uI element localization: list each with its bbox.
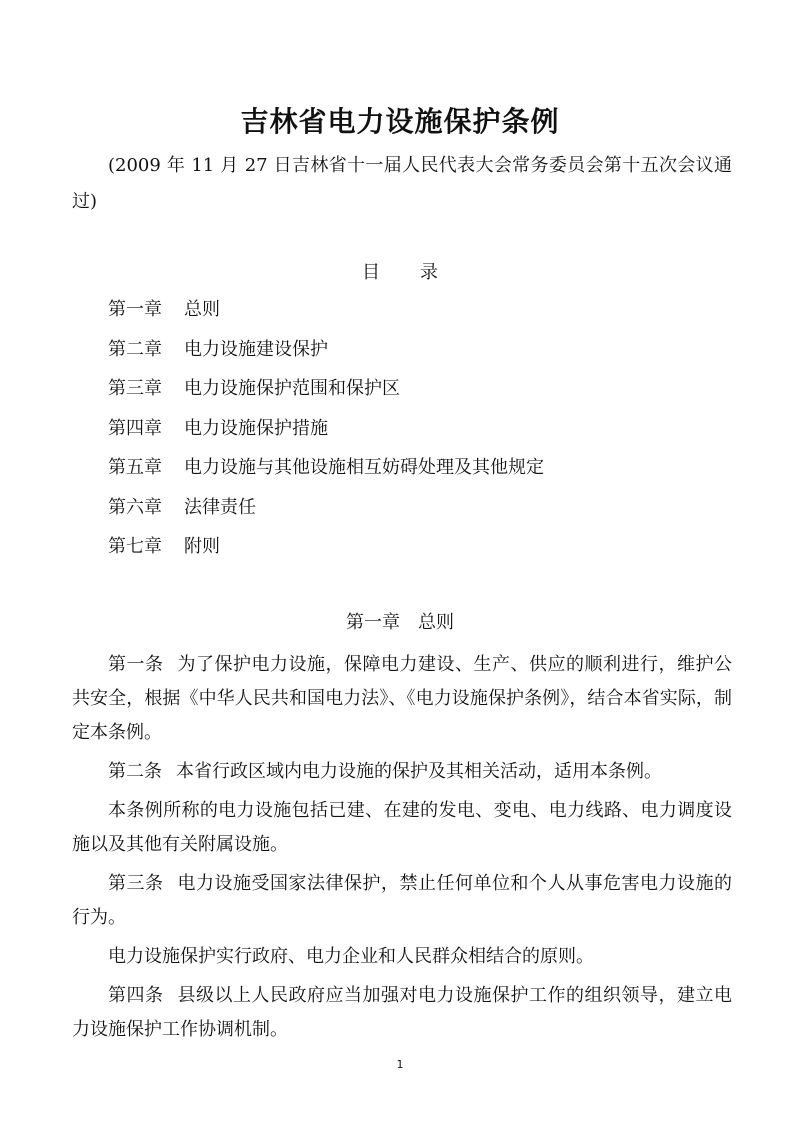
chapter-body xyxy=(72,648,732,1052)
toc-item xyxy=(108,494,544,534)
paragraph-text: 本条例所称的电力设施包括已建、在建的发电、变电、电力线路、电力调度设施以及其他有关附属设施。 xyxy=(72,800,732,855)
toc-item xyxy=(108,375,544,415)
chapter-number: 第一章 xyxy=(346,612,400,633)
article-text: 县级以上人民政府应当加强对电力设施保护工作的组织领导，建立电力设施保护工作协调机制。 xyxy=(72,985,732,1040)
toc-item xyxy=(108,533,544,573)
toc-item-number: 第四章 xyxy=(108,417,162,439)
paragraph xyxy=(72,794,732,862)
toc-heading-right: 录 xyxy=(420,262,438,283)
article-number: 第二条 xyxy=(108,761,162,782)
toc-item-title: 电力设施与其他设施相互妨碍处理及其他规定 xyxy=(184,457,544,478)
paragraph xyxy=(72,940,732,974)
toc-item xyxy=(108,454,544,494)
toc-item-number: 第七章 xyxy=(108,536,162,557)
toc-item xyxy=(108,336,544,376)
toc-item-title: 总则 xyxy=(184,299,220,320)
toc-item-title: 电力设施保护范围和保护区 xyxy=(184,378,400,399)
toc-heading xyxy=(0,258,800,284)
article-text: 为了保护电力设施，保障电力建设、生产、供应的顺利进行，维护公共安全，根据《中华人民共和国电力法》、《电力设施保护条例》，结合本省实际，制定本条例。 xyxy=(72,654,732,743)
chapter-heading xyxy=(0,608,800,634)
article-number: 第四条 xyxy=(108,985,164,1006)
paragraph-text: 电力设施保护实行政府、电力企业和人民群众相结合的原则。 xyxy=(108,946,594,967)
article-text: 电力设施受国家法律保护，禁止任何单位和个人从事危害电力设施的行为。 xyxy=(72,873,732,928)
article-number: 第一条 xyxy=(108,654,164,675)
table-of-contents xyxy=(108,296,544,573)
toc-item-title: 电力设施保护措施 xyxy=(184,417,328,439)
document-subtitle: (2009 年 11 月 27 日吉林省十一届人民代表大会常务委员会第十五次会议通过) xyxy=(72,155,732,212)
article-number: 第三条 xyxy=(108,873,164,894)
toc-item-number: 第五章 xyxy=(108,457,162,478)
toc-item-title: 法律责任 xyxy=(184,496,256,518)
article-paragraph xyxy=(72,755,732,789)
article-paragraph xyxy=(72,867,732,935)
toc-item-number: 第三章 xyxy=(108,378,162,399)
toc-item-number: 第一章 xyxy=(108,299,162,320)
toc-item xyxy=(108,296,544,336)
toc-item xyxy=(108,415,544,455)
chapter-title: 总则 xyxy=(418,612,454,633)
article-paragraph xyxy=(72,979,732,1047)
toc-item-number: 第二章 xyxy=(108,338,162,360)
toc-item-title: 附则 xyxy=(184,536,220,557)
toc-item-title: 电力设施建设保护 xyxy=(184,338,328,360)
article-text: 本省行政区域内电力设施的保护及其相关活动，适用本条例。 xyxy=(176,761,662,782)
toc-heading-left: 目 xyxy=(362,262,380,283)
document-title: 吉林省电力设施保护条例 xyxy=(240,105,560,138)
toc-item-number: 第六章 xyxy=(108,496,162,518)
article-paragraph xyxy=(72,648,732,750)
page-number: 1 xyxy=(396,1058,404,1071)
